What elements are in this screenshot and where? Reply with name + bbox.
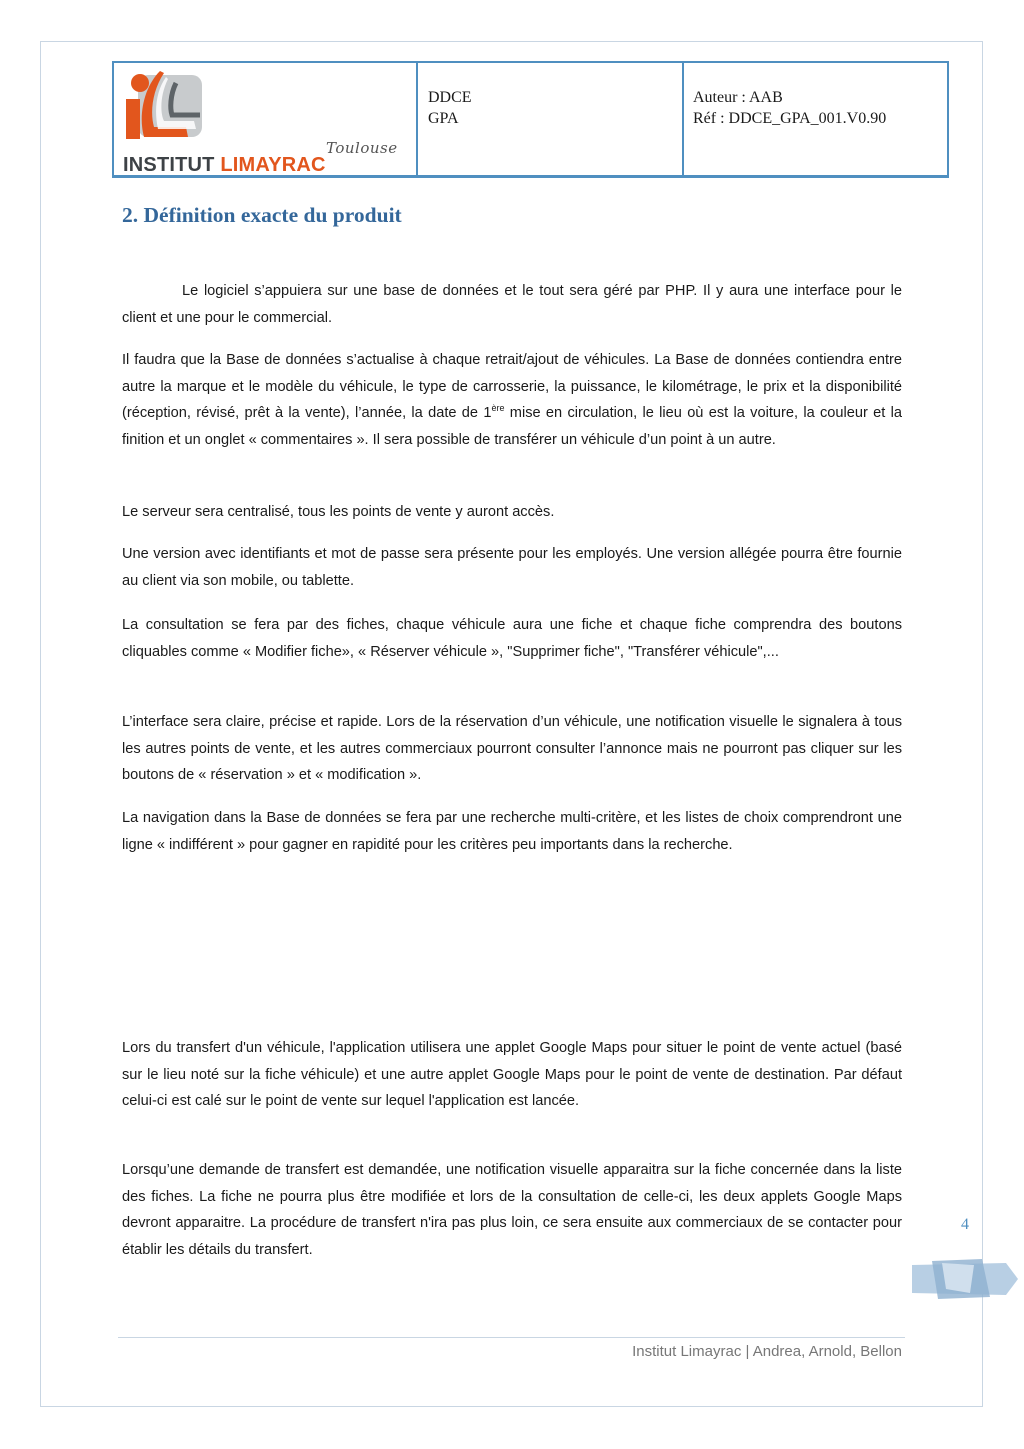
institut-limayrac-logo-icon	[124, 69, 206, 143]
footer-text: Institut Limayrac | Andrea, Arnold, Bellon	[632, 1343, 902, 1360]
paragraph-5: La consultation se fera par des fiches, chaque véhicule aura une fiche et chaque fiche comprendra des boutons cliquables comme « Modifier fiche», « Réserver véhicule », "Supprimer fiche", "Transférer véhicule",...	[122, 617, 902, 660]
paragraph-2	[122, 347, 902, 454]
paragraph-8: Lors du transfert d'un véhicule, l'application utilisera une applet Google Maps pour situer le point de vente actuel (basé sur le lieu noté sur la fiche véhicule) et une autre applet Google Maps pour le point de vente de destination. Par défaut celui-ci est calé sur le point de vente sur lequel l'application est lancée.	[122, 1040, 902, 1110]
logo-script-text: Toulouse	[326, 139, 398, 157]
header-author: Auteur : AAB	[693, 89, 783, 106]
logo-wordmark	[123, 154, 326, 177]
header-project-line2: GPA	[428, 110, 459, 127]
logo-word-limayrac: LIMAYRAC	[220, 154, 326, 176]
header-project-line1: DDCE	[428, 89, 472, 106]
paragraph-1: Le logiciel s’appuiera sur une base de données et le tout sera géré par PHP. Il y aura une interface pour le client et une pour le commercial.	[122, 283, 902, 326]
paragraph-4: Une version avec identifiants et mot de passe sera présente pour les employés. Une version allégée pourra être fournie au client via son mobile, ou tablette.	[122, 546, 902, 589]
page-number: 4	[961, 1216, 969, 1233]
header-meta-cell	[684, 63, 947, 175]
logo-cell	[114, 63, 418, 175]
paragraph-2-superscript: ère	[491, 403, 505, 414]
paragraph-2-text-a: Il faudra que la Base de données s’actualise à chaque retrait/ajout de véhicules. La Base de données contiendra entre autre la marque et le modèle du véhicule, le type de carrosserie, la puissance, le kilométrage, le prix et la disponibilité (réception, révisé, prêt à la vente), l’année, la date de 1	[122, 352, 902, 422]
header-table	[112, 61, 949, 178]
logo-word-institut: INSTITUT	[123, 154, 215, 176]
section-title: 2. Définition exacte du produit	[122, 203, 402, 227]
header-project-cell	[418, 63, 684, 175]
paragraph-6: L’interface sera claire, précise et rapide. Lors de la réservation d’un véhicule, une notification visuelle le signalera à tous les autres points de vente, et les autres commerciaux pourront consulter l’annonce mais ne pourront pas cliquer sur les boutons de « réservation » et « modification ».	[122, 714, 902, 784]
paragraph-2-text-b: mise en circulation, le lieu où est la voiture, la couleur et la finition et un onglet « commentaires ». Il sera possible de transférer un véhicule d’un point à un autre.	[122, 405, 902, 449]
paragraph-3: Le serveur sera centralisé, tous les points de vente y auront accès.	[122, 504, 555, 520]
header-reference: Réf : DDCE_GPA_001.V0.90	[693, 110, 887, 127]
footer-rule	[118, 1337, 905, 1338]
page-corner-decoration-icon	[912, 1259, 1018, 1299]
paragraph-7: La navigation dans la Base de données se fera par une recherche multi-critère, et les listes de choix comprendront une ligne « indifférent » pour gagner en rapidité pour les critères peu importants dans la recherche.	[122, 810, 902, 853]
paragraph-9: Lorsqu’une demande de transfert est demandée, une notification visuelle apparaitra sur la fiche concernée dans la liste des fiches. La fiche ne pourra plus être modifiée et lors de la consultation de celle-ci, les deux applets Google Maps devront apparaitre. La procédure de transfert n'ira pas plus loin, ce sera ensuite aux commerciaux de se contacter pour établir les détails du transfert.	[122, 1162, 902, 1259]
